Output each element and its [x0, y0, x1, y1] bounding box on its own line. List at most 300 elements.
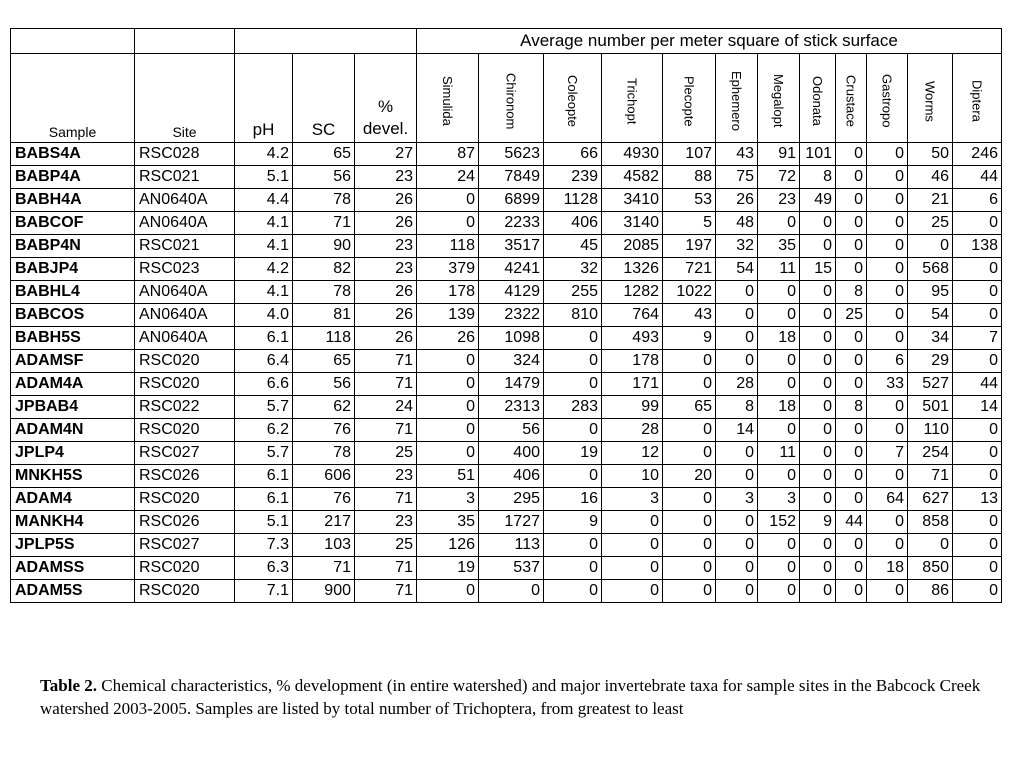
col-header-site: Site — [135, 54, 235, 143]
value-cell: 858 — [908, 511, 953, 534]
sample-cell: BABP4N — [11, 235, 135, 258]
value-cell: 65 — [293, 350, 355, 373]
value-cell: 0 — [867, 281, 908, 304]
value-cell: 54 — [908, 304, 953, 327]
value-cell: 71 — [355, 488, 417, 511]
value-cell: 0 — [800, 580, 836, 603]
col-header-taxon-label: Chironom — [503, 72, 519, 130]
value-cell: 0 — [867, 327, 908, 350]
value-cell: 0 — [836, 327, 867, 350]
value-cell: 3140 — [602, 212, 663, 235]
value-cell: 25 — [355, 442, 417, 465]
value-cell: 86 — [908, 580, 953, 603]
value-cell: 7 — [867, 442, 908, 465]
col-header-taxon — [417, 54, 479, 143]
caption-label: Table 2. — [40, 676, 98, 695]
value-cell: 152 — [758, 511, 800, 534]
sample-cell: ADAMSF — [11, 350, 135, 373]
value-cell: 0 — [953, 350, 1002, 373]
value-cell: 10 — [602, 465, 663, 488]
value-cell: 0 — [758, 465, 800, 488]
value-cell: 5.7 — [235, 442, 293, 465]
value-cell: 49 — [800, 189, 836, 212]
value-cell: 91 — [758, 143, 800, 166]
value-cell: 0 — [800, 557, 836, 580]
value-cell: 35 — [758, 235, 800, 258]
col-header-taxon — [758, 54, 800, 143]
sample-cell: ADAMSS — [11, 557, 135, 580]
value-cell: 527 — [908, 373, 953, 396]
value-cell: 0 — [716, 442, 758, 465]
value-cell: 3517 — [479, 235, 544, 258]
value-cell: 56 — [293, 373, 355, 396]
value-cell: 3410 — [602, 189, 663, 212]
table-row — [11, 304, 1002, 327]
value-cell: 0 — [417, 189, 479, 212]
site-cell: RSC021 — [135, 166, 235, 189]
value-cell: 0 — [716, 281, 758, 304]
value-cell: 110 — [908, 419, 953, 442]
value-cell: 0 — [800, 373, 836, 396]
value-cell: 5623 — [479, 143, 544, 166]
value-cell: 1022 — [663, 281, 716, 304]
value-cell: 23 — [355, 235, 417, 258]
value-cell: 0 — [867, 189, 908, 212]
site-cell: RSC022 — [135, 396, 235, 419]
value-cell: 4.1 — [235, 212, 293, 235]
value-cell: 71 — [355, 419, 417, 442]
value-cell: 0 — [758, 534, 800, 557]
value-cell: 3 — [417, 488, 479, 511]
value-cell: 87 — [417, 143, 479, 166]
sample-cell: BABH5S — [11, 327, 135, 350]
value-cell: 12 — [602, 442, 663, 465]
value-cell: 43 — [716, 143, 758, 166]
value-cell: 138 — [953, 235, 1002, 258]
value-cell: 14 — [953, 396, 1002, 419]
table-row — [11, 488, 1002, 511]
value-cell: 29 — [908, 350, 953, 373]
value-cell: 0 — [867, 304, 908, 327]
value-cell: 3 — [602, 488, 663, 511]
value-cell: 26 — [355, 327, 417, 350]
value-cell: 0 — [867, 212, 908, 235]
value-cell: 56 — [479, 419, 544, 442]
value-cell: 113 — [479, 534, 544, 557]
value-cell: 76 — [293, 488, 355, 511]
table-row — [11, 534, 1002, 557]
value-cell: 0 — [716, 557, 758, 580]
value-cell: 0 — [800, 488, 836, 511]
col-header-taxon — [953, 54, 1002, 143]
value-cell: 43 — [663, 304, 716, 327]
value-cell: 26 — [355, 281, 417, 304]
value-cell: 0 — [758, 557, 800, 580]
value-cell: 0 — [800, 419, 836, 442]
value-cell: 44 — [836, 511, 867, 534]
value-cell: 44 — [953, 373, 1002, 396]
sample-cell: BABCOF — [11, 212, 135, 235]
value-cell: 0 — [800, 465, 836, 488]
col-header-sample: Sample — [11, 54, 135, 143]
col-header-taxon-label: Coleopte — [565, 74, 580, 128]
value-cell: 8 — [836, 396, 867, 419]
col-header-taxon-label: Simulida — [440, 76, 455, 126]
value-cell: 0 — [836, 350, 867, 373]
value-cell: 0 — [417, 396, 479, 419]
value-cell: 4.1 — [235, 281, 293, 304]
value-cell: 0 — [836, 465, 867, 488]
sample-cell: MANKH4 — [11, 511, 135, 534]
value-cell: 606 — [293, 465, 355, 488]
value-cell: 4.2 — [235, 258, 293, 281]
value-cell: 0 — [602, 580, 663, 603]
col-header-devel: % devel. — [355, 54, 417, 143]
value-cell: 0 — [836, 235, 867, 258]
value-cell: 90 — [293, 235, 355, 258]
value-cell: 1098 — [479, 327, 544, 350]
value-cell: 0 — [953, 442, 1002, 465]
value-cell: 0 — [867, 166, 908, 189]
value-cell: 197 — [663, 235, 716, 258]
sample-cell: ADAM4 — [11, 488, 135, 511]
value-cell: 139 — [417, 304, 479, 327]
value-cell: 0 — [800, 212, 836, 235]
value-cell: 0 — [800, 350, 836, 373]
value-cell: 2322 — [479, 304, 544, 327]
value-cell: 0 — [836, 442, 867, 465]
value-cell: 0 — [716, 350, 758, 373]
value-cell: 25 — [355, 534, 417, 557]
value-cell: 850 — [908, 557, 953, 580]
value-cell: 0 — [716, 304, 758, 327]
value-cell: 0 — [867, 465, 908, 488]
value-cell: 88 — [663, 166, 716, 189]
value-cell: 0 — [836, 419, 867, 442]
value-cell: 20 — [663, 465, 716, 488]
value-cell: 53 — [663, 189, 716, 212]
group-header: Average number per meter square of stick surface — [417, 29, 1002, 54]
value-cell: 46 — [908, 166, 953, 189]
table-row — [11, 557, 1002, 580]
table-row — [11, 258, 1002, 281]
value-cell: 0 — [953, 465, 1002, 488]
table-row — [11, 419, 1002, 442]
value-cell: 71 — [293, 557, 355, 580]
value-cell: 0 — [663, 580, 716, 603]
value-cell: 0 — [836, 212, 867, 235]
value-cell: 0 — [417, 442, 479, 465]
value-cell: 0 — [544, 534, 602, 557]
value-cell: 0 — [800, 327, 836, 350]
value-cell: 28 — [602, 419, 663, 442]
value-cell: 0 — [417, 419, 479, 442]
value-cell: 13 — [953, 488, 1002, 511]
value-cell: 23 — [355, 258, 417, 281]
value-cell: 6 — [867, 350, 908, 373]
value-cell: 71 — [293, 212, 355, 235]
value-cell: 4.2 — [235, 143, 293, 166]
value-cell: 34 — [908, 327, 953, 350]
value-cell: 4129 — [479, 281, 544, 304]
value-cell: 95 — [908, 281, 953, 304]
value-cell: 99 — [602, 396, 663, 419]
value-cell: 0 — [953, 258, 1002, 281]
value-cell: 4.0 — [235, 304, 293, 327]
value-cell: 0 — [663, 557, 716, 580]
site-cell: AN0640A — [135, 212, 235, 235]
value-cell: 764 — [602, 304, 663, 327]
sample-cell: BABHL4 — [11, 281, 135, 304]
value-cell: 0 — [758, 281, 800, 304]
value-cell: 71 — [355, 580, 417, 603]
value-cell: 4.4 — [235, 189, 293, 212]
value-cell: 0 — [836, 557, 867, 580]
value-cell: 0 — [716, 511, 758, 534]
value-cell: 217 — [293, 511, 355, 534]
value-cell: 6.6 — [235, 373, 293, 396]
value-cell: 0 — [716, 327, 758, 350]
value-cell: 26 — [716, 189, 758, 212]
value-cell: 0 — [836, 580, 867, 603]
value-cell: 0 — [867, 258, 908, 281]
col-header-taxon — [544, 54, 602, 143]
site-cell: RSC023 — [135, 258, 235, 281]
value-cell: 0 — [867, 419, 908, 442]
table-row — [11, 465, 1002, 488]
value-cell: 295 — [479, 488, 544, 511]
value-cell: 239 — [544, 166, 602, 189]
value-cell: 178 — [417, 281, 479, 304]
value-cell: 0 — [953, 212, 1002, 235]
value-cell: 0 — [602, 557, 663, 580]
col-header-taxon-label: Ephemero — [729, 71, 744, 131]
sample-cell: BABP4A — [11, 166, 135, 189]
value-cell: 0 — [908, 235, 953, 258]
value-cell: 0 — [663, 488, 716, 511]
sample-cell: JPLP4 — [11, 442, 135, 465]
value-cell: 0 — [758, 350, 800, 373]
value-cell: 0 — [758, 580, 800, 603]
value-cell: 0 — [953, 281, 1002, 304]
value-cell: 24 — [417, 166, 479, 189]
value-cell: 721 — [663, 258, 716, 281]
table-row — [11, 143, 1002, 166]
value-cell: 71 — [908, 465, 953, 488]
value-cell: 23 — [355, 511, 417, 534]
site-cell: RSC026 — [135, 465, 235, 488]
value-cell: 5.7 — [235, 396, 293, 419]
value-cell: 78 — [293, 189, 355, 212]
value-cell: 0 — [758, 419, 800, 442]
value-cell: 4241 — [479, 258, 544, 281]
value-cell: 23 — [355, 166, 417, 189]
value-cell: 4582 — [602, 166, 663, 189]
value-cell: 6 — [953, 189, 1002, 212]
table-row — [11, 327, 1002, 350]
value-cell: 0 — [602, 534, 663, 557]
value-cell: 72 — [758, 166, 800, 189]
table-row — [11, 166, 1002, 189]
site-cell: RSC020 — [135, 350, 235, 373]
site-cell: AN0640A — [135, 304, 235, 327]
site-cell: RSC020 — [135, 580, 235, 603]
col-header-taxon-label: Gastropo — [879, 74, 895, 128]
value-cell: 0 — [953, 419, 1002, 442]
sample-cell: JPLP5S — [11, 534, 135, 557]
table-row — [11, 235, 1002, 258]
group-header-row — [11, 29, 1002, 54]
value-cell: 0 — [758, 212, 800, 235]
table-row — [11, 511, 1002, 534]
site-cell: RSC020 — [135, 488, 235, 511]
value-cell: 2233 — [479, 212, 544, 235]
value-cell: 1479 — [479, 373, 544, 396]
value-cell: 0 — [836, 258, 867, 281]
sample-cell: BABS4A — [11, 143, 135, 166]
value-cell: 406 — [544, 212, 602, 235]
value-cell: 6.4 — [235, 350, 293, 373]
value-cell: 25 — [836, 304, 867, 327]
value-cell: 379 — [417, 258, 479, 281]
value-cell: 400 — [479, 442, 544, 465]
value-cell: 0 — [800, 281, 836, 304]
sample-cell: BABJP4 — [11, 258, 135, 281]
value-cell: 4.1 — [235, 235, 293, 258]
value-cell: 4930 — [602, 143, 663, 166]
value-cell: 19 — [544, 442, 602, 465]
value-cell: 56 — [293, 166, 355, 189]
value-cell: 23 — [758, 189, 800, 212]
site-cell: RSC020 — [135, 557, 235, 580]
value-cell: 51 — [417, 465, 479, 488]
value-cell: 32 — [544, 258, 602, 281]
value-cell: 26 — [355, 212, 417, 235]
data-table — [10, 28, 1002, 603]
value-cell: 24 — [355, 396, 417, 419]
value-cell: 324 — [479, 350, 544, 373]
value-cell: 26 — [417, 327, 479, 350]
col-header-taxon — [908, 54, 953, 143]
value-cell: 1727 — [479, 511, 544, 534]
value-cell: 3 — [758, 488, 800, 511]
value-cell: 255 — [544, 281, 602, 304]
value-cell: 126 — [417, 534, 479, 557]
value-cell: 246 — [953, 143, 1002, 166]
col-header-taxon — [479, 54, 544, 143]
value-cell: 0 — [758, 304, 800, 327]
value-cell: 406 — [479, 465, 544, 488]
value-cell: 9 — [663, 327, 716, 350]
site-cell: RSC021 — [135, 235, 235, 258]
value-cell: 627 — [908, 488, 953, 511]
col-header-taxon-label: Worms — [922, 80, 938, 122]
col-header-taxon — [867, 54, 908, 143]
value-cell: 101 — [800, 143, 836, 166]
value-cell: 1326 — [602, 258, 663, 281]
value-cell: 19 — [417, 557, 479, 580]
value-cell: 0 — [953, 534, 1002, 557]
value-cell: 0 — [417, 350, 479, 373]
sample-cell: ADAM4N — [11, 419, 135, 442]
value-cell: 0 — [867, 396, 908, 419]
value-cell: 32 — [716, 235, 758, 258]
value-cell: 26 — [355, 189, 417, 212]
value-cell: 0 — [417, 580, 479, 603]
table-body — [11, 143, 1002, 603]
value-cell: 0 — [544, 350, 602, 373]
value-cell: 48 — [716, 212, 758, 235]
value-cell: 28 — [716, 373, 758, 396]
value-cell: 5.1 — [235, 511, 293, 534]
value-cell: 16 — [544, 488, 602, 511]
value-cell: 568 — [908, 258, 953, 281]
value-cell: 118 — [417, 235, 479, 258]
value-cell: 178 — [602, 350, 663, 373]
site-cell: RSC028 — [135, 143, 235, 166]
table-row — [11, 442, 1002, 465]
col-header-ph: pH — [235, 54, 293, 143]
value-cell: 11 — [758, 258, 800, 281]
value-cell: 21 — [908, 189, 953, 212]
value-cell: 7.1 — [235, 580, 293, 603]
value-cell: 0 — [716, 580, 758, 603]
col-header-taxon — [836, 54, 867, 143]
value-cell: 0 — [417, 373, 479, 396]
value-cell: 0 — [800, 534, 836, 557]
value-cell: 0 — [800, 396, 836, 419]
value-cell: 6.3 — [235, 557, 293, 580]
value-cell: 0 — [663, 419, 716, 442]
value-cell: 0 — [867, 580, 908, 603]
value-cell: 0 — [544, 465, 602, 488]
value-cell: 0 — [953, 511, 1002, 534]
value-cell: 6.1 — [235, 465, 293, 488]
value-cell: 71 — [355, 350, 417, 373]
value-cell: 78 — [293, 442, 355, 465]
value-cell: 65 — [663, 396, 716, 419]
value-cell: 64 — [867, 488, 908, 511]
sample-cell: MNKH5S — [11, 465, 135, 488]
sample-cell: BABH4A — [11, 189, 135, 212]
value-cell: 44 — [953, 166, 1002, 189]
value-cell: 0 — [663, 442, 716, 465]
value-cell: 8 — [716, 396, 758, 419]
value-cell: 0 — [479, 580, 544, 603]
value-cell: 7849 — [479, 166, 544, 189]
value-cell: 9 — [544, 511, 602, 534]
value-cell: 0 — [836, 143, 867, 166]
value-cell: 537 — [479, 557, 544, 580]
value-cell: 14 — [716, 419, 758, 442]
value-cell: 6899 — [479, 189, 544, 212]
col-header-taxon — [663, 54, 716, 143]
value-cell: 18 — [867, 557, 908, 580]
sample-cell: ADAM5S — [11, 580, 135, 603]
value-cell: 0 — [836, 534, 867, 557]
value-cell: 103 — [293, 534, 355, 557]
value-cell: 0 — [800, 235, 836, 258]
value-cell: 65 — [293, 143, 355, 166]
value-cell: 1282 — [602, 281, 663, 304]
value-cell: 75 — [716, 166, 758, 189]
value-cell: 0 — [758, 373, 800, 396]
value-cell: 0 — [544, 557, 602, 580]
value-cell: 8 — [836, 281, 867, 304]
table-row — [11, 212, 1002, 235]
value-cell: 0 — [602, 511, 663, 534]
value-cell: 6.2 — [235, 419, 293, 442]
